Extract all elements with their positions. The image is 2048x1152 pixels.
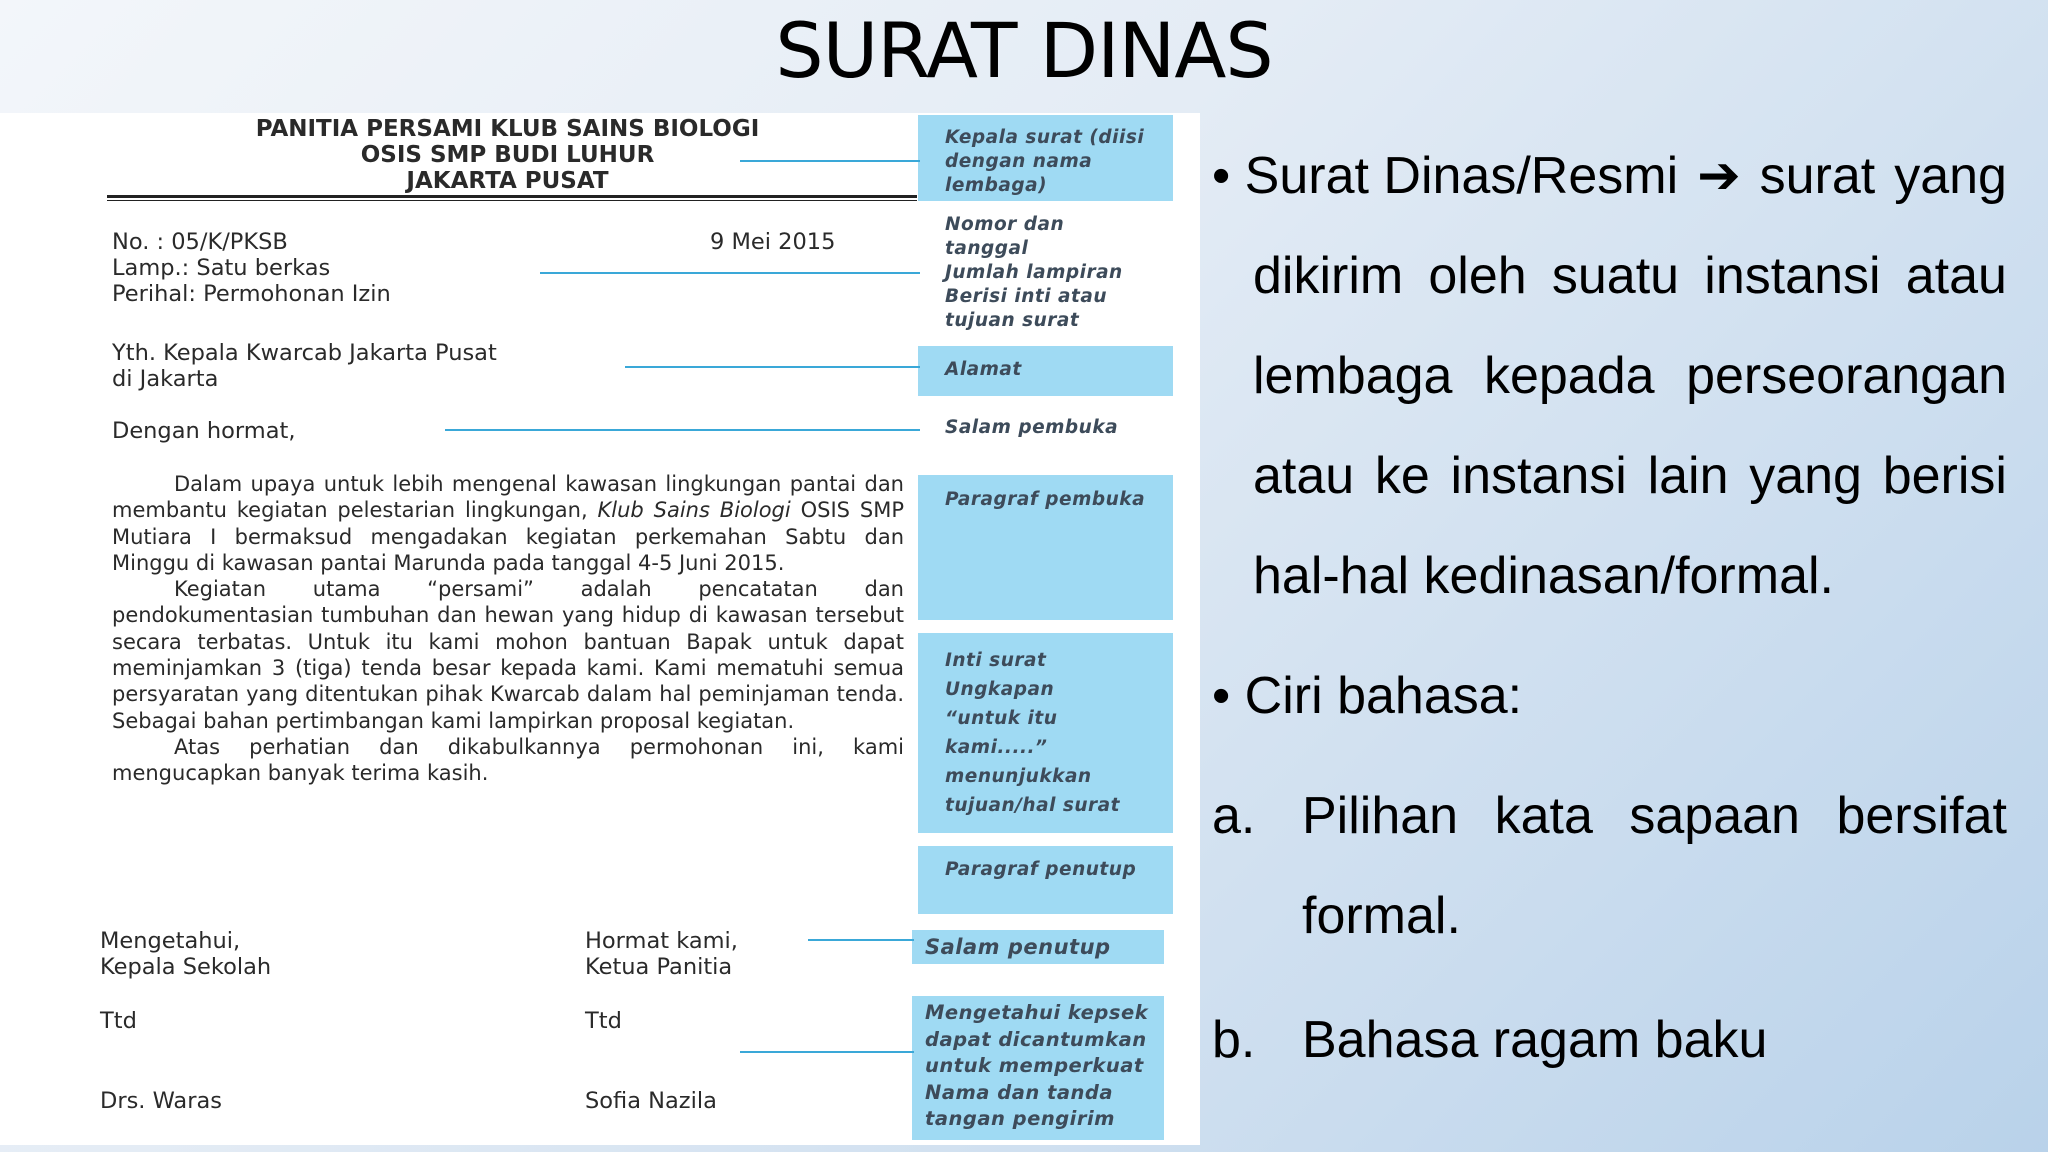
- letter-salam-pembuka: Dengan hormat,: [112, 418, 296, 444]
- note-paragraf-pembuka: Paragraf pembuka: [945, 489, 1146, 510]
- note-salam-penutup: Salam penutup: [925, 935, 1111, 959]
- connector-salam-penutup: [808, 939, 914, 941]
- signature-ttd-right: Ttd: [585, 1008, 622, 1034]
- signature-mengetahui-2: Kepala Sekolah: [100, 954, 272, 980]
- letter-lampiran: Lamp.: Satu berkas: [112, 255, 331, 281]
- signature-name-right: Sofia Nazila: [585, 1088, 717, 1114]
- signature-name-left: Drs. Waras: [100, 1088, 222, 1114]
- connector-alamat: [625, 366, 920, 368]
- page-title: SURAT DINAS: [775, 6, 1273, 95]
- item-a-line-2: formal.: [1302, 887, 1461, 945]
- bullet-1-line-4: atau ke instansi lain yang berisi: [1253, 447, 2007, 505]
- item-b: Bahasa ragam baku: [1302, 1011, 1768, 1069]
- bullet-2: • Ciri bahasa:: [1212, 667, 1523, 725]
- letter-tujuan-1: Yth. Kepala Kwarcab Jakarta Pusat: [112, 340, 497, 366]
- bullet-1-line-5: hal-hal kedinasan/formal.: [1253, 547, 1834, 605]
- letter-nomor: No. : 05/K/PKSB: [112, 229, 288, 255]
- note-alamat: Alamat: [945, 359, 1022, 380]
- note-pengesahan: Mengetahui kepsek dapat dicantumkan untuk memperkuat Nama dan tanda tangan pengirim: [925, 1001, 1149, 1130]
- letter-example: [0, 113, 1200, 1145]
- letterhead-line-3: JAKARTA PUSAT: [406, 168, 609, 194]
- letter-tanggal: 9 Mei 2015: [710, 229, 836, 255]
- connector-nomor: [540, 272, 920, 274]
- connector-pengesahan: [740, 1051, 914, 1053]
- signature-hormat-1: Hormat kami,: [585, 928, 738, 954]
- arrow-icon: ➔: [1697, 146, 1741, 206]
- bullet-1-line-1: • Surat Dinas/Resmi ➔ surat yang: [1212, 146, 2007, 206]
- letter-perihal: Perihal: Permohonan Izin: [112, 281, 391, 307]
- bullet-1-line-2: dikirim oleh suatu instansi atau: [1253, 247, 2007, 305]
- note-kepala: Kepala surat (diisi dengan nama lembaga): [945, 127, 1145, 196]
- signature-mengetahui-1: Mengetahui,: [100, 928, 241, 954]
- list-marker-a: a.: [1212, 787, 1256, 845]
- item-a-line-1: Pilihan kata sapaan bersifat: [1302, 787, 2007, 845]
- connector-salam-pembuka: [445, 429, 920, 431]
- letterhead-rule-thin: [107, 200, 917, 201]
- note-paragraf-penutup: Paragraf penutup: [945, 859, 1137, 880]
- letterhead-line-2: OSIS SMP BUDI LUHUR: [360, 142, 655, 168]
- letterhead-rule: [107, 195, 917, 198]
- list-marker-b: b.: [1212, 1011, 1256, 1069]
- signature-ttd-left: Ttd: [100, 1008, 137, 1034]
- letterhead-line-1: PANITIA PERSAMI KLUB SAINS BIOLOGI: [255, 116, 760, 142]
- letter-paragraph-1: Dalam upaya untuk lebih mengenal kawasan lingkungan pantai dan membantu kegiatan pelestarian lingkungan, Klub Sains Biologi OSIS SMP Mutiara I bermaksud mengadakan kegiatan perkemahan Sabtu dan Minggu di kawasan pantai Marunda pada tanggal 4-5 Juni 2015.: [112, 472, 904, 575]
- bullet-1-start: • Surat Dinas/Resmi: [1212, 147, 1679, 205]
- note-inti: Inti surat Ungkapan “untuk itu kami.....” menunjukkan tujuan/hal surat: [945, 650, 1121, 816]
- letter-body: [112, 471, 904, 787]
- signature-hormat-2: Ketua Panitia: [585, 954, 733, 980]
- bullet-1-line-3: lembaga kepada perseorangan: [1253, 347, 2007, 405]
- letter-tujuan-2: di Jakarta: [112, 366, 219, 392]
- note-nomor: Nomor dan tanggal Jumlah lampiran Berisi inti atau tujuan surat: [945, 214, 1123, 331]
- letter-paragraph-2: Kegiatan utama “persami” adalah pencatatan dan pendokumentasian tumbuhan dan hewan yang hidup di kawasan tersebut secara terbatas. Untuk itu kami mohon bantuan Bapak untuk dapat meminjamkan 3 (tiga) tenda besar kepada kami. Kami mematuhi semua persyaratan yang ditentukan pihak Kwarcab dalam hal peminjaman tenda. Sebagai bahan pertimbangan kami lampirkan proposal kegiatan.: [112, 577, 904, 733]
- connector-kepala: [740, 160, 920, 162]
- letter-paragraph-3: Atas perhatian dan dikabulkannya permohonan ini, kami mengucapkan banyak terima kasih.: [112, 734, 904, 786]
- note-salam-pembuka: Salam pembuka: [945, 417, 1119, 438]
